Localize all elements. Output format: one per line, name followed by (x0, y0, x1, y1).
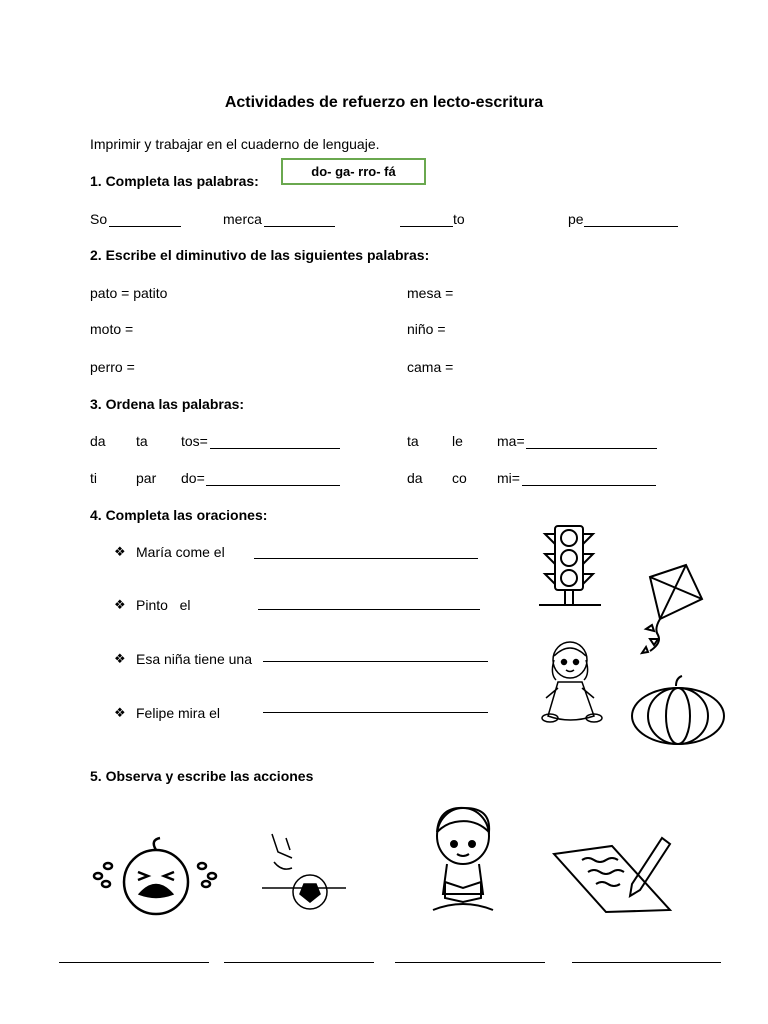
syllable: le (452, 433, 463, 449)
boy-reading-icon (425, 802, 501, 918)
answer-line (263, 712, 488, 713)
page-title: Actividades de refuerzo en lecto-escritura (224, 94, 544, 111)
syllable: da (407, 470, 423, 486)
section2-heading: 2. Escribe el diminutivo de las siguientes palabras: (90, 247, 430, 263)
diamond-bullet-icon: ❖ (114, 544, 126, 559)
syllable: da (90, 433, 106, 449)
answer-line (224, 962, 374, 963)
syllable: ma= (497, 433, 525, 449)
answer-line (395, 962, 545, 963)
sentence: Esa niña tiene una (136, 651, 252, 667)
kicking-ball-icon (262, 832, 346, 916)
answer-line (522, 485, 656, 486)
diminutive-item: perro = (90, 359, 135, 375)
syllable: ti (90, 470, 97, 486)
writing-icon (552, 830, 672, 914)
syllable: do= (181, 470, 205, 486)
answer-line (526, 448, 657, 449)
diminutive-item: mesa = (407, 285, 454, 301)
answer-line (59, 962, 209, 963)
answer-line (206, 485, 340, 486)
diminutive-item: pato = patito (90, 285, 168, 301)
diamond-bullet-icon: ❖ (114, 651, 126, 666)
section3-heading: 3. Ordena las palabras: (90, 396, 245, 412)
sentence: Felipe mira el (136, 705, 221, 721)
diminutive-item: moto = (90, 321, 134, 337)
word-merca: merca (223, 211, 262, 227)
syllable: mi= (497, 470, 520, 486)
syllable: ta (407, 433, 419, 449)
answer-line (254, 558, 478, 559)
blank-line (584, 226, 678, 227)
answer-line (263, 661, 488, 662)
sentence: Pinto el (136, 597, 191, 613)
word-to: to (453, 211, 465, 227)
syllable: tos= (181, 433, 208, 449)
diamond-bullet-icon: ❖ (114, 705, 126, 720)
answer-line (572, 962, 721, 963)
word-so: So (90, 211, 108, 227)
section5-heading: 5. Observa y escribe las acciones (90, 768, 314, 784)
answer-line (258, 609, 480, 610)
blank-line (264, 226, 335, 227)
section1-heading: 1. Completa las palabras: (90, 173, 259, 189)
crying-baby-icon (88, 836, 228, 918)
syllable: par (136, 470, 157, 486)
pumpkin-icon (628, 674, 728, 746)
diminutive-item: cama = (407, 359, 454, 375)
traffic-light-icon (535, 524, 605, 608)
blank-line (109, 226, 181, 227)
diminutive-item: niño = (407, 321, 446, 337)
doll-icon (540, 638, 604, 726)
section4-heading: 4. Completa las oraciones: (90, 507, 268, 523)
sentence: María come el (136, 544, 225, 560)
syllable: ta (136, 433, 148, 449)
diamond-bullet-icon: ❖ (114, 597, 126, 612)
blank-line (400, 226, 453, 227)
syllables-box: do- ga- rro- fá (281, 158, 426, 185)
instructions-text: Imprimir y trabajar en el cuaderno de lenguaje. (90, 136, 380, 152)
syllable: co (452, 470, 467, 486)
word-pe: pe (568, 211, 584, 227)
kite-icon (636, 563, 706, 655)
answer-line (210, 448, 340, 449)
